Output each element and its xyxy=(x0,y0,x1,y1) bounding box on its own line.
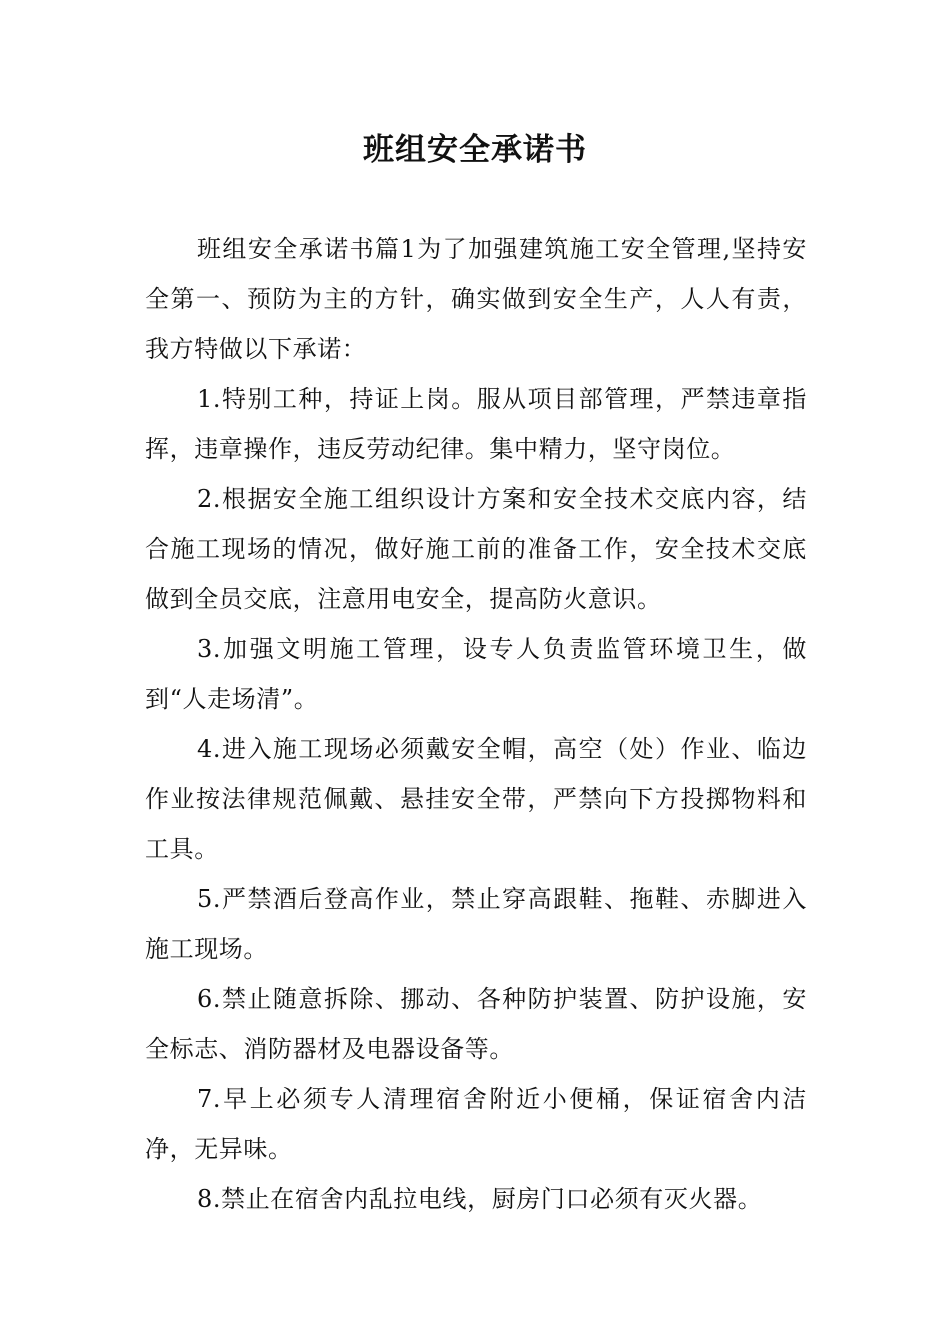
commitment-item-6: 6.禁止随意拆除、挪动、各种防护装置、防护设施，安全标志、消防器材及电器设备等。 xyxy=(145,985,807,1063)
commitment-item-5: 5.严禁酒后登高作业，禁止穿高跟鞋、拖鞋、赤脚进入施工现场。 xyxy=(145,885,807,963)
intro-paragraph: 班组安全承诺书篇1为了加强建筑施工安全管理,坚持安全第一、预防为主的方针，确实做到安全生产，人人有责，我方特做以下承诺： xyxy=(145,235,807,363)
commitment-item-2: 2.根据安全施工组织设计方案和安全技术交底内容，结合施工现场的情况，做好施工前的准备工作，安全技术交底做到全员交底，注意用电安全，提高防火意识。 xyxy=(145,485,807,613)
commitment-item-7: 7.早上必须专人清理宿舍附近小便桶，保证宿舍内洁净，无异味。 xyxy=(145,1085,807,1163)
commitment-item-1: 1.特别工种，持证上岗。服从项目部管理，严禁违章指挥，违章操作，违反劳动纪律。集中精力，坚守岗位。 xyxy=(145,385,807,463)
commitment-item-3: 3.加强文明施工管理，设专人负责监管环境卫生，做到“人走场清”。 xyxy=(145,635,807,713)
document-body xyxy=(145,224,807,1224)
document-title: 班组安全承诺书 xyxy=(363,132,587,168)
commitment-item-8: 8.禁止在宿舍内乱拉电线，厨房门口必须有灭火器。 xyxy=(197,1185,763,1213)
commitment-item-4: 4.进入施工现场必须戴安全帽，高空（处）作业、临边作业按法律规范佩戴、悬挂安全带，严禁向下方投掷物料和工具。 xyxy=(145,735,807,863)
